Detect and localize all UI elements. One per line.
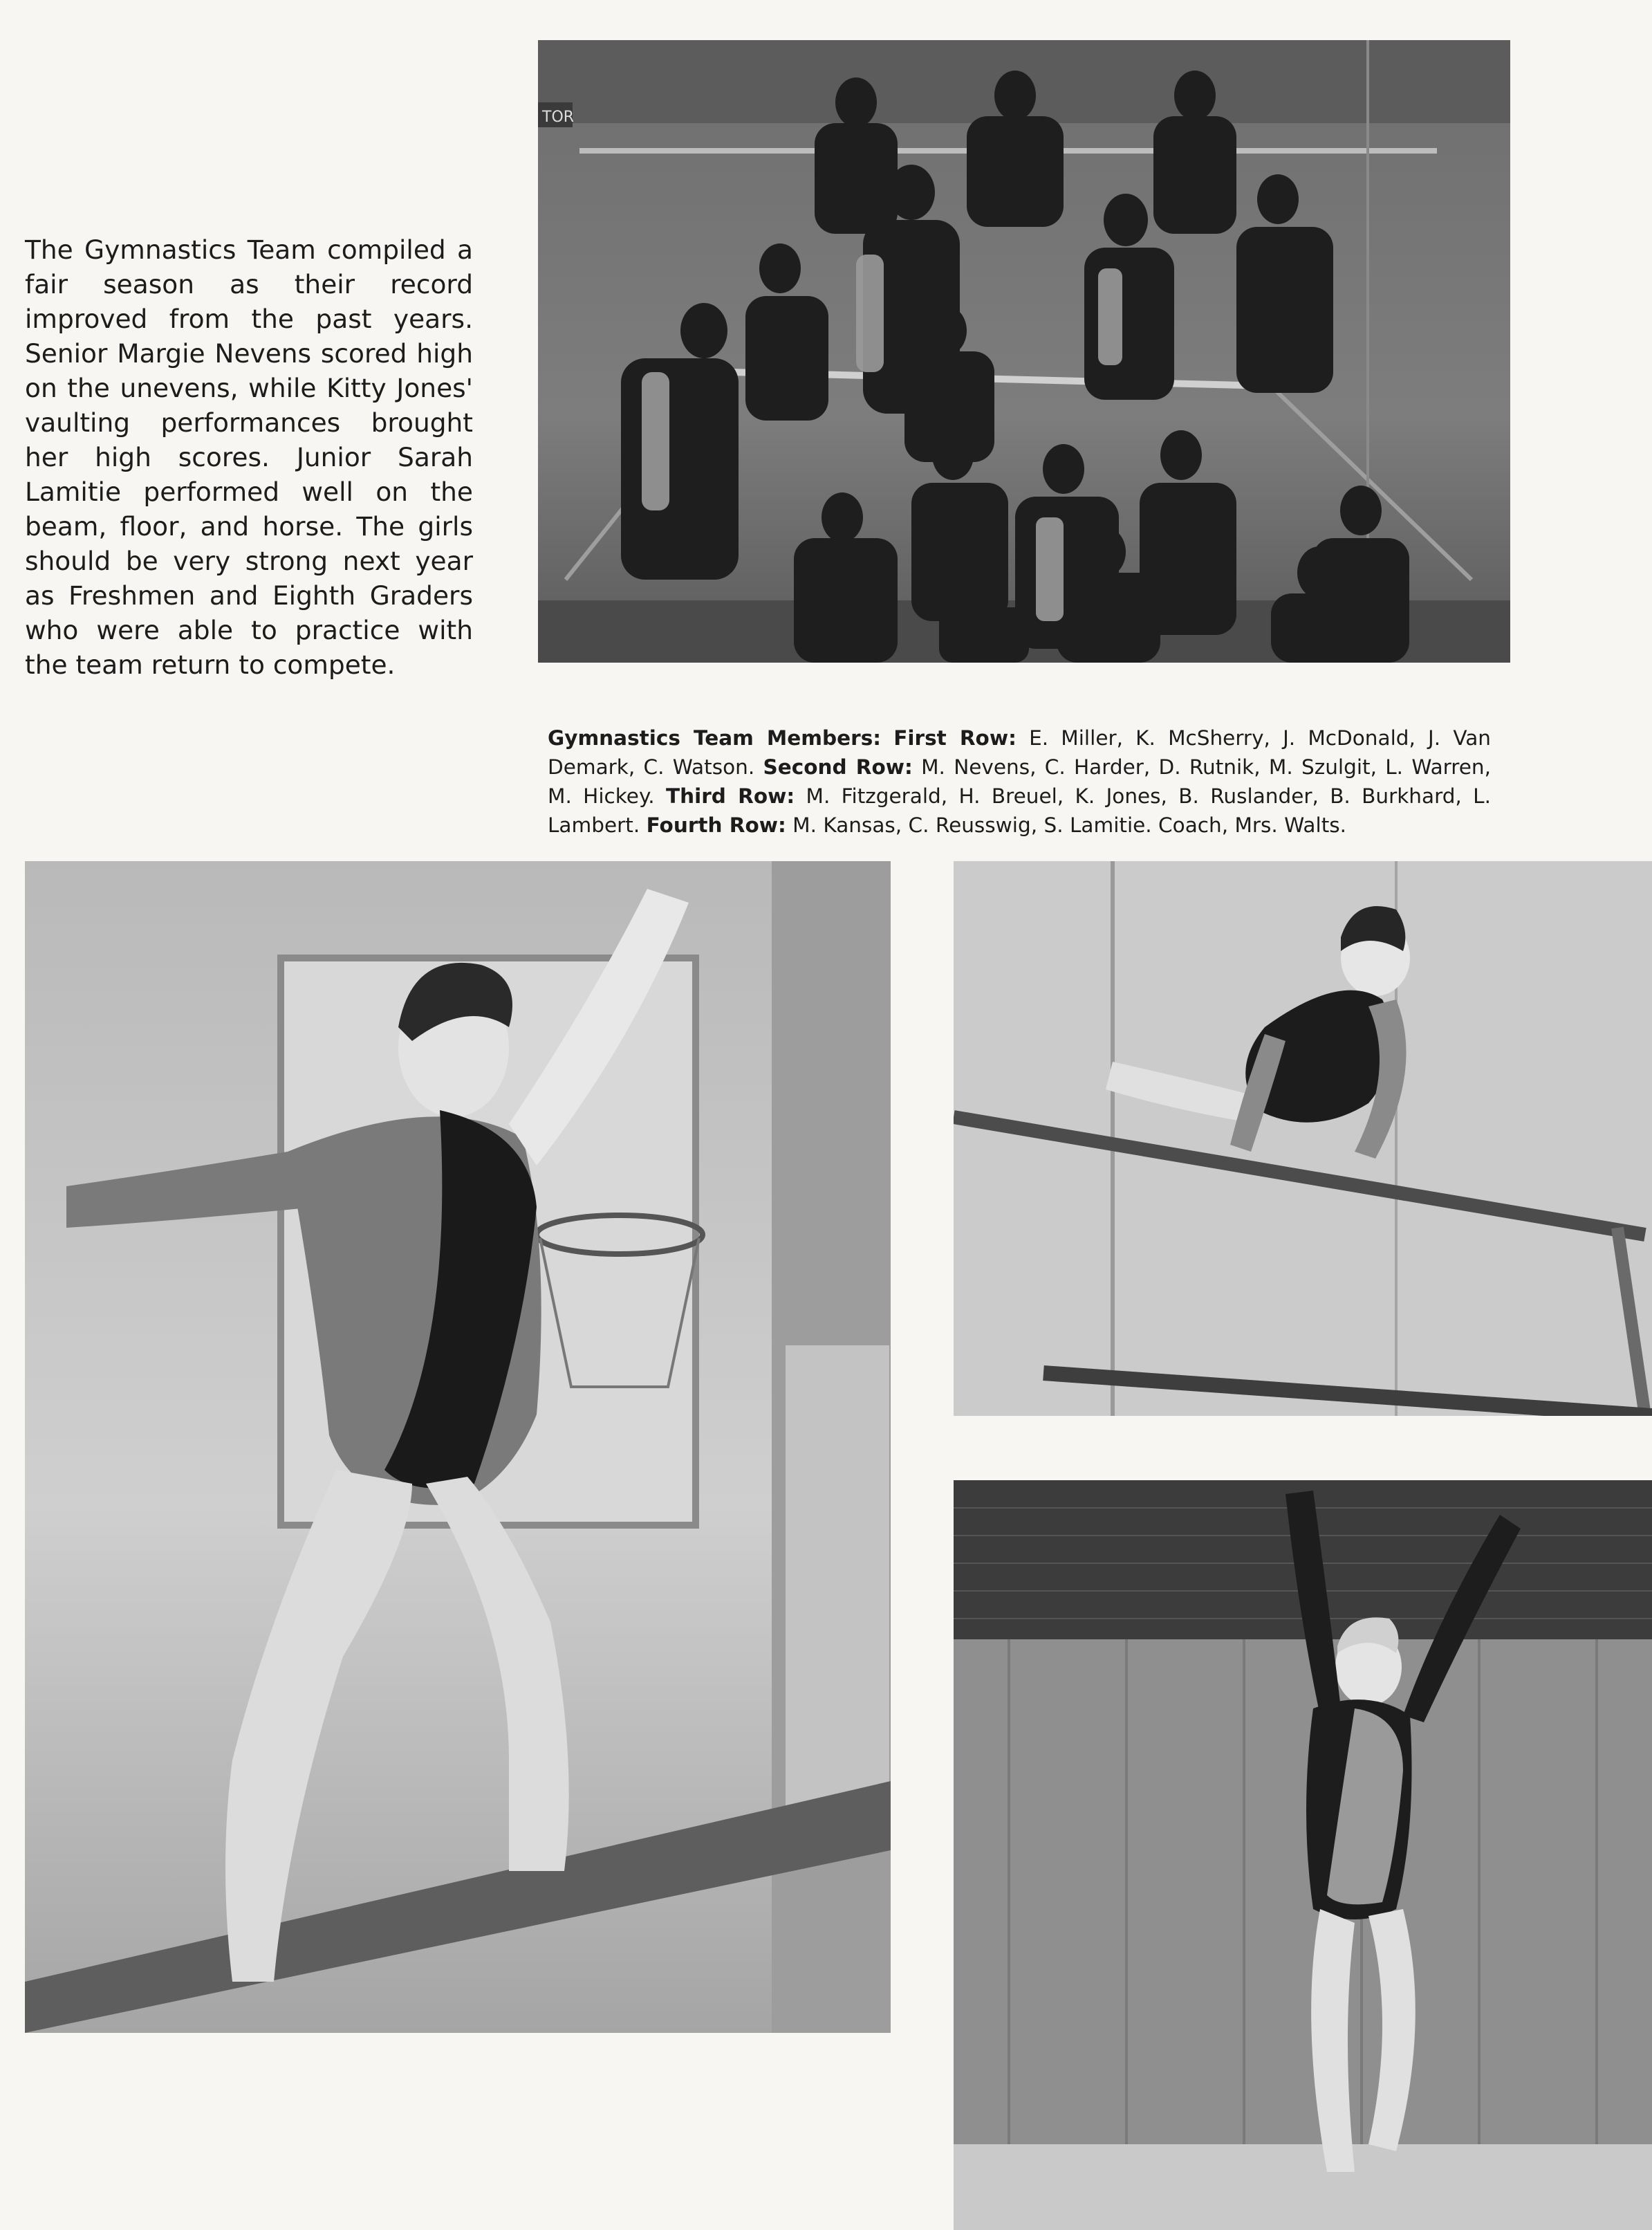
beam-photo	[25, 861, 891, 2033]
caption-row-label: Third Row:	[665, 784, 795, 808]
caption-row-label: Fourth Row:	[646, 813, 786, 837]
team-photo	[538, 40, 1510, 663]
caption-row-names: E. Miller, K. McSherry, J. McDonald, J. Van Demark, C. Watson.	[548, 726, 1491, 779]
caption-row-names: M. Nevens, C. Harder, D. Rutnik, M. Szulgit, L. Warren, M. Hickey.	[548, 755, 1491, 808]
caption-row-label: Second Row:	[763, 755, 913, 779]
bars-photo	[954, 861, 1652, 1416]
caption-row-names: M. Kansas, C. Reusswig, S. Lamitie. Coach, Mrs. Walts.	[792, 813, 1347, 837]
floor-photo	[954, 1480, 1652, 2230]
team-photo-caption	[548, 724, 1491, 840]
caption-row-names: M. Fitzgerald, H. Breuel, K. Jones, B. Ruslander, B. Burkhard, L. Lambert.	[548, 784, 1491, 837]
intro-paragraph: The Gymnastics Team compiled a fair season as their record improved from the past years. Senior Margie Nevens scored high on the unevens, while Kitty Jones' vaulting performances brought her high scores. Junior Sarah Lamitie performed well on the beam, floor, and horse. The girls should be very strong next year as Freshmen and Eighth Graders who were able to practice with the team return to compete.	[25, 234, 473, 680]
caption-heading: Gymnastics Team Members:	[548, 726, 882, 750]
wall-sign-text: TOR	[542, 109, 575, 126]
caption-row-label: First Row:	[893, 726, 1017, 750]
